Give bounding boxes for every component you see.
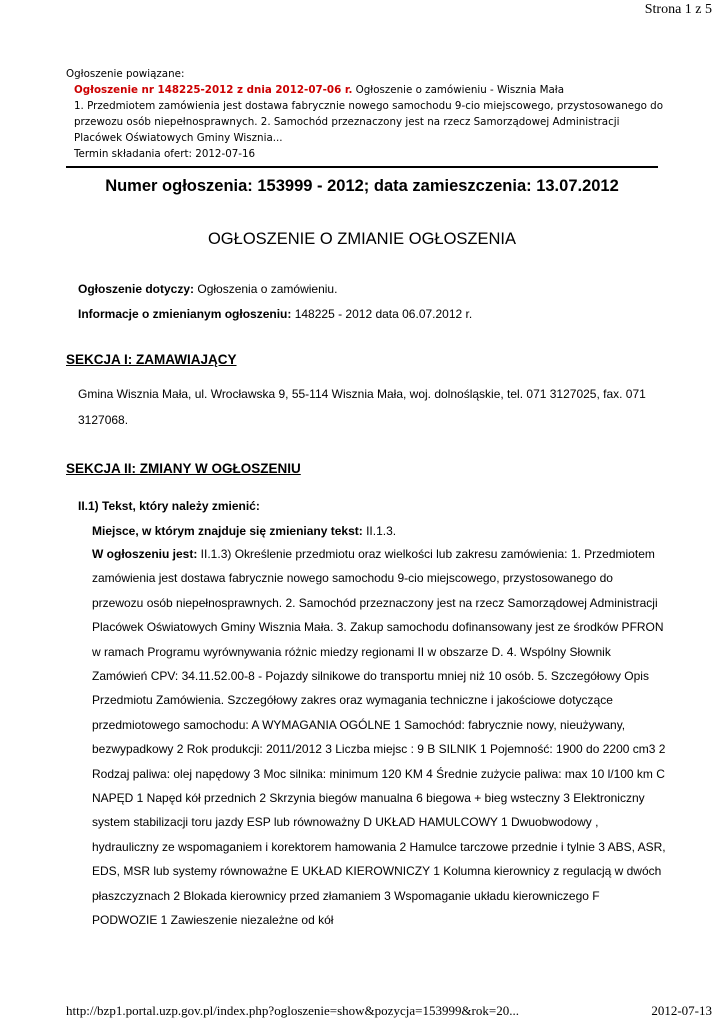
contracting-authority-address: Gmina Wisznia Mała, ul. Wrocławska 9, 55-114 Wisznia Mała, woj. dolnośląskie, tel. 071 3127025, fax. 071 3127068. bbox=[78, 387, 646, 427]
concerns-value: Ogłoszenia o zamówieniu. bbox=[194, 282, 338, 296]
change-info-label: Informacje o zmienianym ogłoszeniu: bbox=[78, 307, 292, 321]
concerns-row bbox=[78, 282, 337, 296]
in-notice-text: II.1.3) Określenie przedmiotu oraz wielkości lub zakresu zamówienia: 1. Przedmiotem zamówienia jest dostawa fabrycznie nowego samochodu 9-cio miejscowego, przystosowanego do przewozu osób niepełnosprawnych. 2. Samochód przeznaczony jest na rzecz Samorządowej Administracji Placówek Oświatowych Gminy Wisznia Mała. 3. Zakup samochodu dofinansowany jest ze środków PFRON w ramach Programu wyrównywania różnic miedzy regionami II w obszarze D. 4. Wspólny Słownik Zamówień CPV: 34.11.52.00-8 - Pojazdy silnikowe do transportu mniej niż 10 osób. 5. Szczegółowy Opis Przedmiotu Zamówienia. Szczegółowy zakres oraz wymagania techniczne i jakościowe dotyczące przedmiotowego samochodu: A WYMAGANIA OGÓLNE 1 Samochód: fabrycznie nowy, nieużywany, bezwypadkowy 2 Rok produkcji: 2011/2012 3 Liczba miejsc : 9 B SILNIK 1 Pojemność: 1900 do 2200 cm3 2 Rodzaj paliwa: olej napędowy 3 Moc silnika: minimum 120 KM 4 Średnie zużycie paliwa: max 10 l/100 km C NAPĘD 1 Napęd kół przednich 2 Skrzynia biegów manualna 6 biegowa + bieg wsteczny 3 Elektroniczny system stabilizacji toru jazdy ESP lub równoważny D UKŁAD HAMULCOWY 1 Dwuobwodowy , hydrauliczny ze wspomaganiem i korektorem hamowania 2 Hamulce tarczowe przednie i tylnie 3 ABS, ASR, EDS, MSR lub systemy równoważne E UKŁAD KIEROWNICZY 1 Kolumna kierownicy z regulacją w dwóch płaszczyznach 2 Blokada kierownicy przed złamaniem 3 Wspomaganie układu kierowniczego F PODWOZIE 1 Zawieszenie niezależne od kół bbox=[92, 547, 666, 928]
page-number: Strona 1 z 5 bbox=[644, 2, 712, 17]
notice-type-title: OGŁOSZENIE O ZMIANIE OGŁOSZENIA bbox=[207, 230, 517, 248]
place-value: II.1.3. bbox=[362, 524, 397, 538]
related-notice-link[interactable]: Ogłoszenie nr 148225-2012 z dnia 2012-07-06 r. bbox=[74, 84, 353, 96]
place-row bbox=[92, 524, 396, 538]
section2-title: SEKCJA II: ZMIANY W OGŁOSZENIU bbox=[66, 461, 301, 476]
ii1-heading: II.1) Tekst, który należy zmienić: bbox=[78, 499, 260, 513]
footer-date: 2012-07-13 bbox=[651, 1003, 712, 1018]
change-info-row bbox=[78, 307, 472, 321]
notice-number-title: Numer ogłoszenia: 153999 - 2012; data zamieszczenia: 13.07.2012 bbox=[105, 177, 619, 195]
related-deadline: Termin składania ofert: 2012-07-16 bbox=[74, 148, 256, 160]
related-label: Ogłoszenie powiązane: bbox=[66, 68, 185, 80]
related-link-line bbox=[66, 82, 666, 98]
in-notice-text-block bbox=[92, 542, 666, 933]
related-notice bbox=[66, 66, 666, 162]
related-description: 1. Przedmiotem zamówienia jest dostawa fabrycznie nowego samochodu 9-cio miejscowego, przystosowanego do przewozu osób niepełnosprawnych. 2. Samochód przeznaczony jest na rzecz Samorządowej Administracji Placówek Oświatowych Gminy Wisznia... bbox=[74, 100, 664, 144]
change-info-value: 148225 - 2012 data 06.07.2012 r. bbox=[291, 307, 473, 321]
section1-title: SEKCJA I: ZAMAWIAJĄCY bbox=[66, 352, 237, 367]
related-link-suffix: Ogłoszenie o zamówieniu - Wisznia Mała bbox=[352, 84, 565, 96]
divider bbox=[66, 166, 658, 168]
concerns-label: Ogłoszenie dotyczy: bbox=[78, 282, 195, 296]
footer-url: http://bzp1.portal.uzp.gov.pl/index.php?ogloszenie=show&pozycja=153999&rok=20... bbox=[66, 1003, 519, 1018]
place-label: Miejsce, w którym znajduje się zmieniany tekst: bbox=[92, 524, 363, 538]
in-notice-label: W ogłoszeniu jest: bbox=[92, 547, 198, 561]
